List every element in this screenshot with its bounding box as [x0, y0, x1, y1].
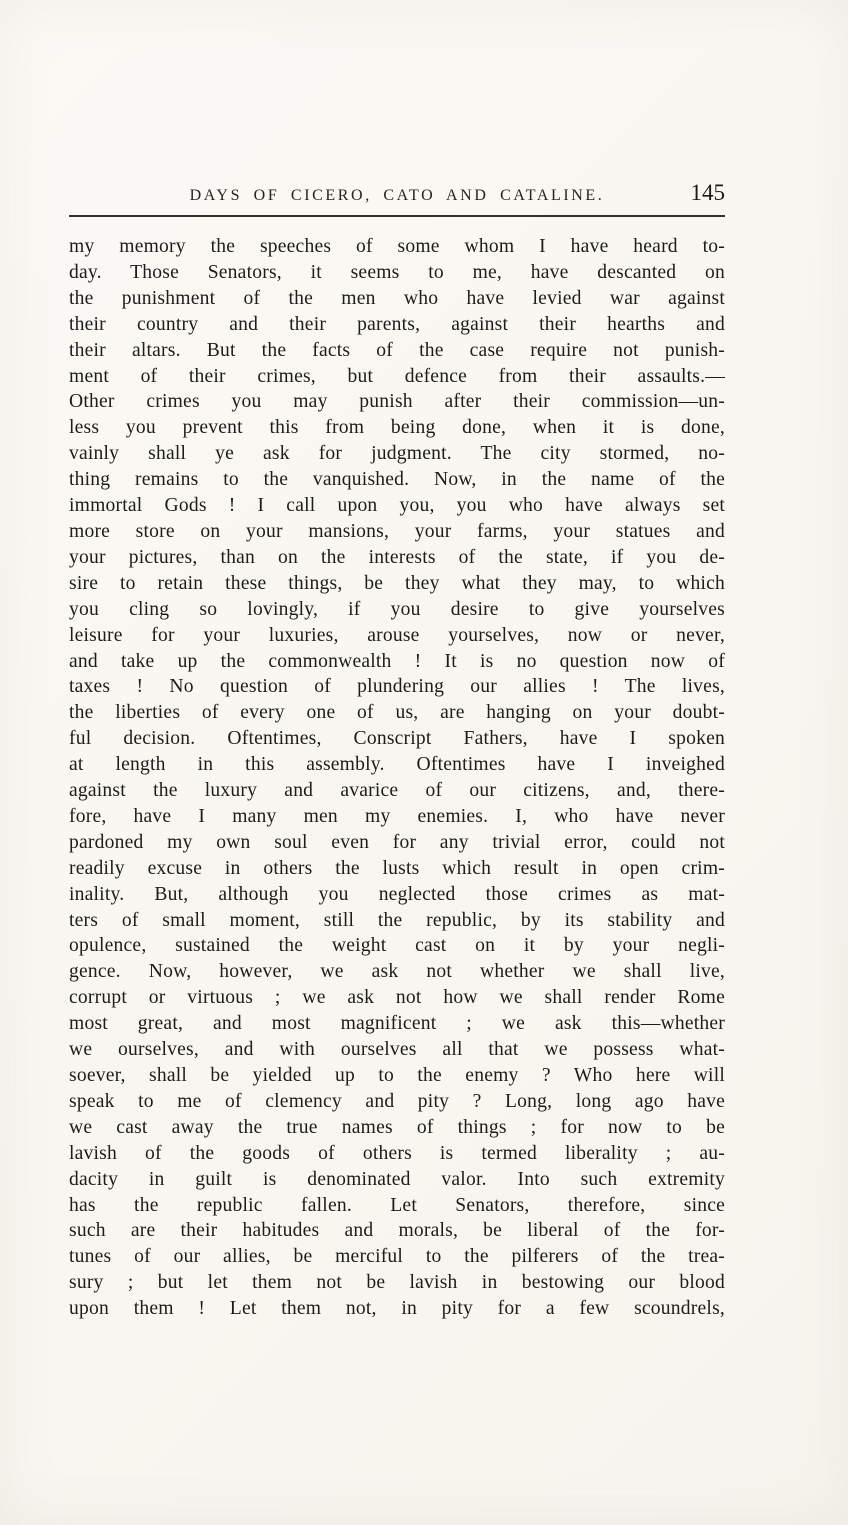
text-line: sire to retain these things, be they what they may, to which [69, 572, 725, 594]
text-line: speak to me of clemency and pity ? Long, long ago have [69, 1090, 725, 1112]
text-line: fore, have I many men my enemies. I, who have never [69, 805, 725, 827]
text-line: vainly shall ye ask for judgment. The city stormed, no- [69, 443, 725, 465]
running-header [69, 180, 725, 206]
text-line: dacity in guilt is denominated valor. Into such extremity [69, 1168, 725, 1190]
text-block [69, 180, 725, 1322]
text-line: ful decision. Oftentimes, Conscript Fathers, have I spoken [69, 728, 725, 750]
text-line: lavish of the goods of others is termed liberality ; au- [69, 1142, 725, 1164]
page-title: DAYS OF CICERO, CATO AND CATALINE. [189, 187, 605, 204]
text-line: opulence, sustained the weight cast on it by your negli- [69, 935, 725, 957]
text-line: upon them ! Let them not, in pity for a few scoundrels, [69, 1298, 725, 1320]
page-number: 145 [690, 180, 725, 205]
text-line: leisure for your luxuries, arouse yourselves, now or never, [69, 624, 725, 646]
text-line: at length in this assembly. Oftentimes have I inveighed [69, 754, 725, 776]
text-line: less you prevent this from being done, when it is done, [69, 417, 725, 439]
text-line: more store on your mansions, your farms, your statues and [69, 520, 725, 542]
text-line: ters of small moment, still the republic, by its stability and [69, 909, 725, 931]
text-line: and take up the commonwealth ! It is no question now of [69, 650, 725, 672]
text-line: inality. But, although you neglected those crimes as mat- [69, 883, 725, 905]
text-line: gence. Now, however, we ask not whether we shall live, [69, 961, 725, 983]
text-line: against the luxury and avarice of our citizens, and, there- [69, 780, 725, 802]
text-line: we ourselves, and with ourselves all that we possess what- [69, 1039, 725, 1061]
text-line: your pictures, than on the interests of the state, if you de- [69, 546, 725, 568]
text-line: pardoned my own soul even for any trivial error, could not [69, 831, 725, 853]
text-line: most great, and most magnificent ; we ask this—whether [69, 1013, 725, 1035]
text-line: day. Those Senators, it seems to me, have descanted on [69, 261, 725, 283]
body-text [69, 234, 725, 1322]
text-line: the liberties of every one of us, are hanging on your doubt- [69, 702, 725, 724]
text-line: soever, shall be yielded up to the enemy ? Who here will [69, 1065, 725, 1086]
text-line: tunes of our allies, be merciful to the pilferers of the trea- [69, 1246, 725, 1268]
text-line: thing remains to the vanquished. Now, in the name of the [69, 469, 725, 491]
text-line: you cling so lovingly, if you desire to give yourselves [69, 598, 725, 620]
text-line: has the republic fallen. Let Senators, therefore, since [69, 1194, 725, 1216]
header-rule [69, 215, 725, 217]
text-line: immortal Gods ! I call upon you, you who have always set [69, 495, 725, 517]
text-line: Other crimes you may punish after their commission—un- [69, 391, 725, 413]
text-line: such are their habitudes and morals, be liberal of the for- [69, 1220, 725, 1242]
text-line: taxes ! No question of plundering our allies ! The lives, [69, 676, 725, 698]
text-line: my memory the speeches of some whom I have heard to- [69, 236, 725, 257]
text-line: readily excuse in others the lusts which result in open crim- [69, 857, 725, 879]
text-line: their altars. But the facts of the case require not punish- [69, 339, 725, 361]
text-line: corrupt or virtuous ; we ask not how we shall render Rome [69, 987, 725, 1009]
text-line: sury ; but let them not be lavish in bestowing our blood [69, 1272, 725, 1294]
text-line: the punishment of the men who have levied war against [69, 287, 725, 309]
text-line: we cast away the true names of things ; for now to be [69, 1116, 725, 1138]
text-line: their country and their parents, against their hearths and [69, 313, 725, 335]
text-line: ment of their crimes, but defence from their assaults.— [69, 365, 725, 387]
